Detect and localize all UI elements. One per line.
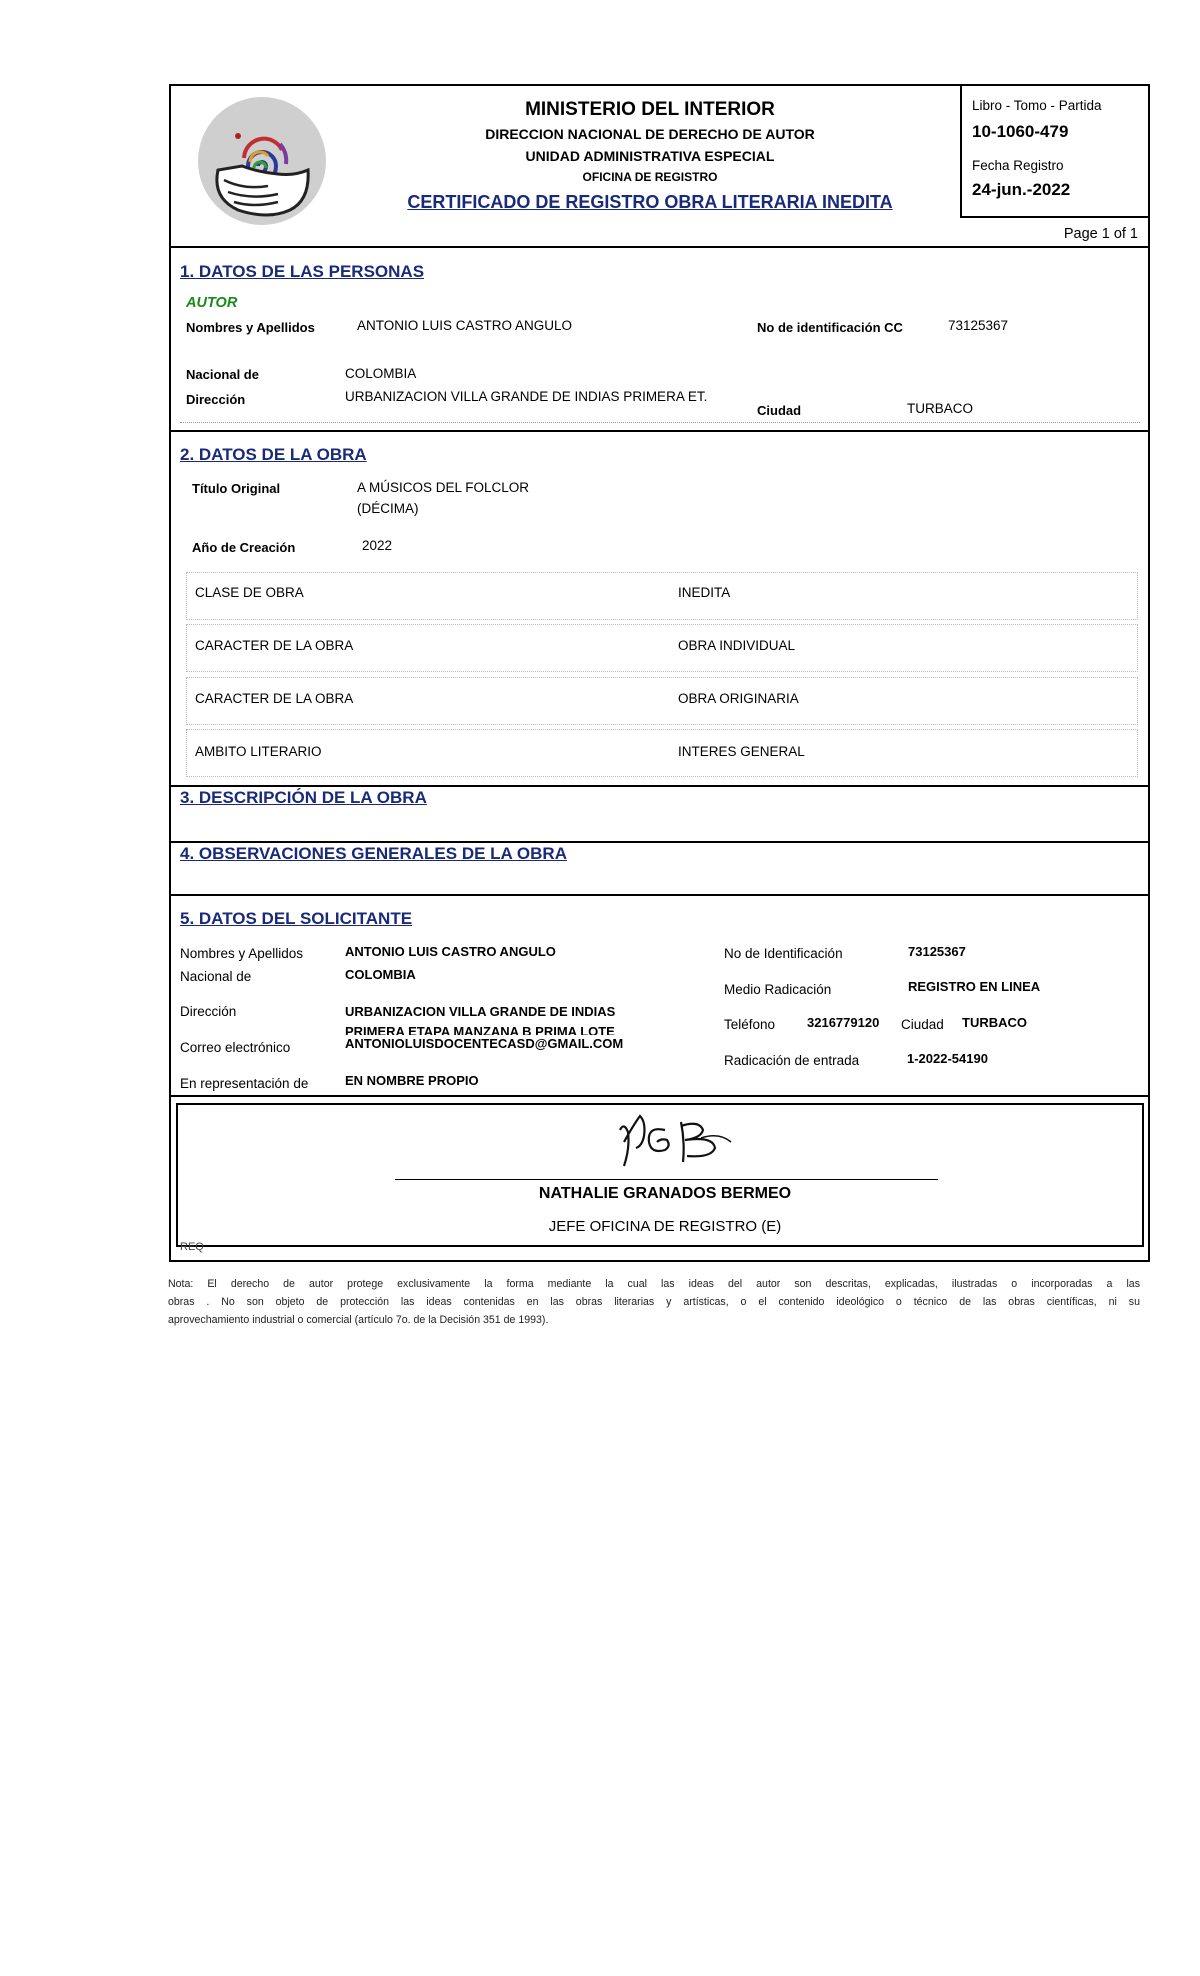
s5-medio-label: Medio Radicación [724,982,832,997]
s5-dir-label: Dirección [180,1004,237,1019]
s5-tel-value: 3216779120 [807,1015,880,1030]
obra-row-box [186,572,1138,620]
s5-email-label: Correo electrónico [180,1040,291,1055]
footnote-line2: obras . No son objeto de protección las ideas contenidas en las obras literarias y artísticas, o el contenido ideológico o técnico de las obras científicas, ni su [168,1296,1140,1308]
s5-id-value: 73125367 [908,944,966,959]
ministry-logo [194,96,330,226]
certificate-frame [169,84,1150,1262]
ministry-name: MINISTERIO DEL INTERIOR [525,99,775,120]
s5-name-label: Nombres y Apellidos [180,946,304,961]
signer-name: NATHALIE GRANADOS BERMEO [538,1185,792,1202]
footnote-line3: aprovechamiento industrial o comercial (artículo 7o. de la Decisión 351 de 1993). [168,1314,549,1326]
fecha-label: Fecha Registro [972,158,1064,173]
fecha-value: 24-jun.-2022 [972,180,1071,199]
divider [169,841,1150,843]
s5-rep-label: En representación de [180,1076,309,1091]
direction-name: DIRECCION NACIONAL DE DERECHO DE AUTOR [485,126,815,142]
footnote [168,1275,1140,1329]
libro-value: 10-1060-479 [972,122,1069,141]
titulo-line2: (DÉCIMA) [357,501,419,516]
s5-dir-line2: PRIMERA ETAPA MANZANA B PRIMA LOTE [345,1024,615,1035]
titulo-label: Título Original [192,481,281,496]
s1-dir-value: URBANIZACION VILLA GRANDE DE INDIAS PRIMERA ET. [345,389,708,404]
s5-city-label: Ciudad [901,1017,944,1032]
s5-name-value: ANTONIO LUIS CASTRO ANGULO [345,944,556,959]
s5-city-value: TURBACO [962,1015,1027,1030]
obra-row-value: OBRA INDIVIDUAL [678,638,796,653]
dotted-divider [180,422,1140,423]
anio-value: 2022 [362,538,393,553]
s5-nat-value: COLOMBIA [345,967,416,982]
obra-row-label: CLASE DE OBRA [195,585,304,600]
signature-image [525,1112,820,1177]
signature-line [395,1179,938,1180]
s5-dir-line1: URBANIZACION VILLA GRANDE DE INDIAS [345,1004,616,1019]
anio-label: Año de Creación [192,540,296,555]
s5-medio-value: REGISTRO EN LINEA [908,979,1041,994]
signer-title: JEFE OFICINA DE REGISTRO (E) [548,1218,782,1235]
s5-rad-label: Radicación de entrada [724,1053,860,1068]
s1-nat-value: COLOMBIA [345,366,417,381]
obra-row-label: AMBITO LITERARIO [195,744,322,759]
divider [169,785,1150,787]
s5-nat-label: Nacional de [180,969,252,984]
section5-title: 5. DATOS DEL SOLICITANTE [180,909,413,928]
s1-nat-label: Nacional de [186,367,259,382]
unit-name: UNIDAD ADMINISTRATIVA ESPECIAL [525,148,775,164]
section3-title: 3. DESCRIPCIÓN DE LA OBRA [180,788,427,807]
obra-row-value: INEDITA [678,585,731,600]
divider [169,430,1150,432]
s5-email-value: ANTONIOLUISDOCENTECASD@GMAIL.COM [345,1036,624,1051]
divider [169,246,1150,248]
obra-row-label: CARACTER DE LA OBRA [195,638,354,653]
divider [169,894,1150,896]
obra-row-value: OBRA ORIGINARIA [678,691,799,706]
section2-title: 2. DATOS DE LA OBRA [180,445,367,464]
libro-label: Libro - Tomo - Partida [972,98,1102,113]
s1-id-label: No de identificación CC [757,320,903,335]
s5-dir-clip [345,1021,645,1035]
s1-name-value: ANTONIO LUIS CASTRO ANGULO [357,318,573,333]
footnote-line1: Nota: El derecho de autor protege exclusivamente la forma mediante la cual las ideas del autor son descritas, explicadas, ilustradas o incorporadas a las [168,1278,1140,1290]
s5-rad-value: 1-2022-54190 [907,1051,988,1066]
s5-tel-label: Teléfono [724,1017,776,1032]
divider [169,1095,1150,1097]
s1-dir-label: Dirección [186,392,246,407]
obra-row-value: INTERES GENERAL [678,744,805,759]
page-number: Page 1 of 1 [1063,226,1138,242]
office-name: OFICINA DE REGISTRO [582,170,718,184]
autor-role: AUTOR [186,295,238,311]
s1-id-value: 73125367 [948,318,1009,333]
s1-city-label: Ciudad [757,403,802,418]
obra-row-box [186,729,1138,777]
titulo-line1: A MÚSICOS DEL FOLCLOR [357,480,530,495]
s1-city-value: TURBACO [907,401,974,416]
section4-title: 4. OBSERVACIONES GENERALES DE LA OBRA [180,844,567,863]
certificate-title: CERTIFICADO DE REGISTRO OBRA LITERARIA INEDITA [407,192,893,212]
req-mark: REQ [180,1241,204,1253]
s1-name-label: Nombres y Apellidos [186,320,315,335]
s5-id-label: No de Identificación [724,946,843,961]
obra-row-label: CARACTER DE LA OBRA [195,691,354,706]
section1-title: 1. DATOS DE LAS PERSONAS [180,262,425,281]
s5-rep-value: EN NOMBRE PROPIO [345,1073,479,1088]
